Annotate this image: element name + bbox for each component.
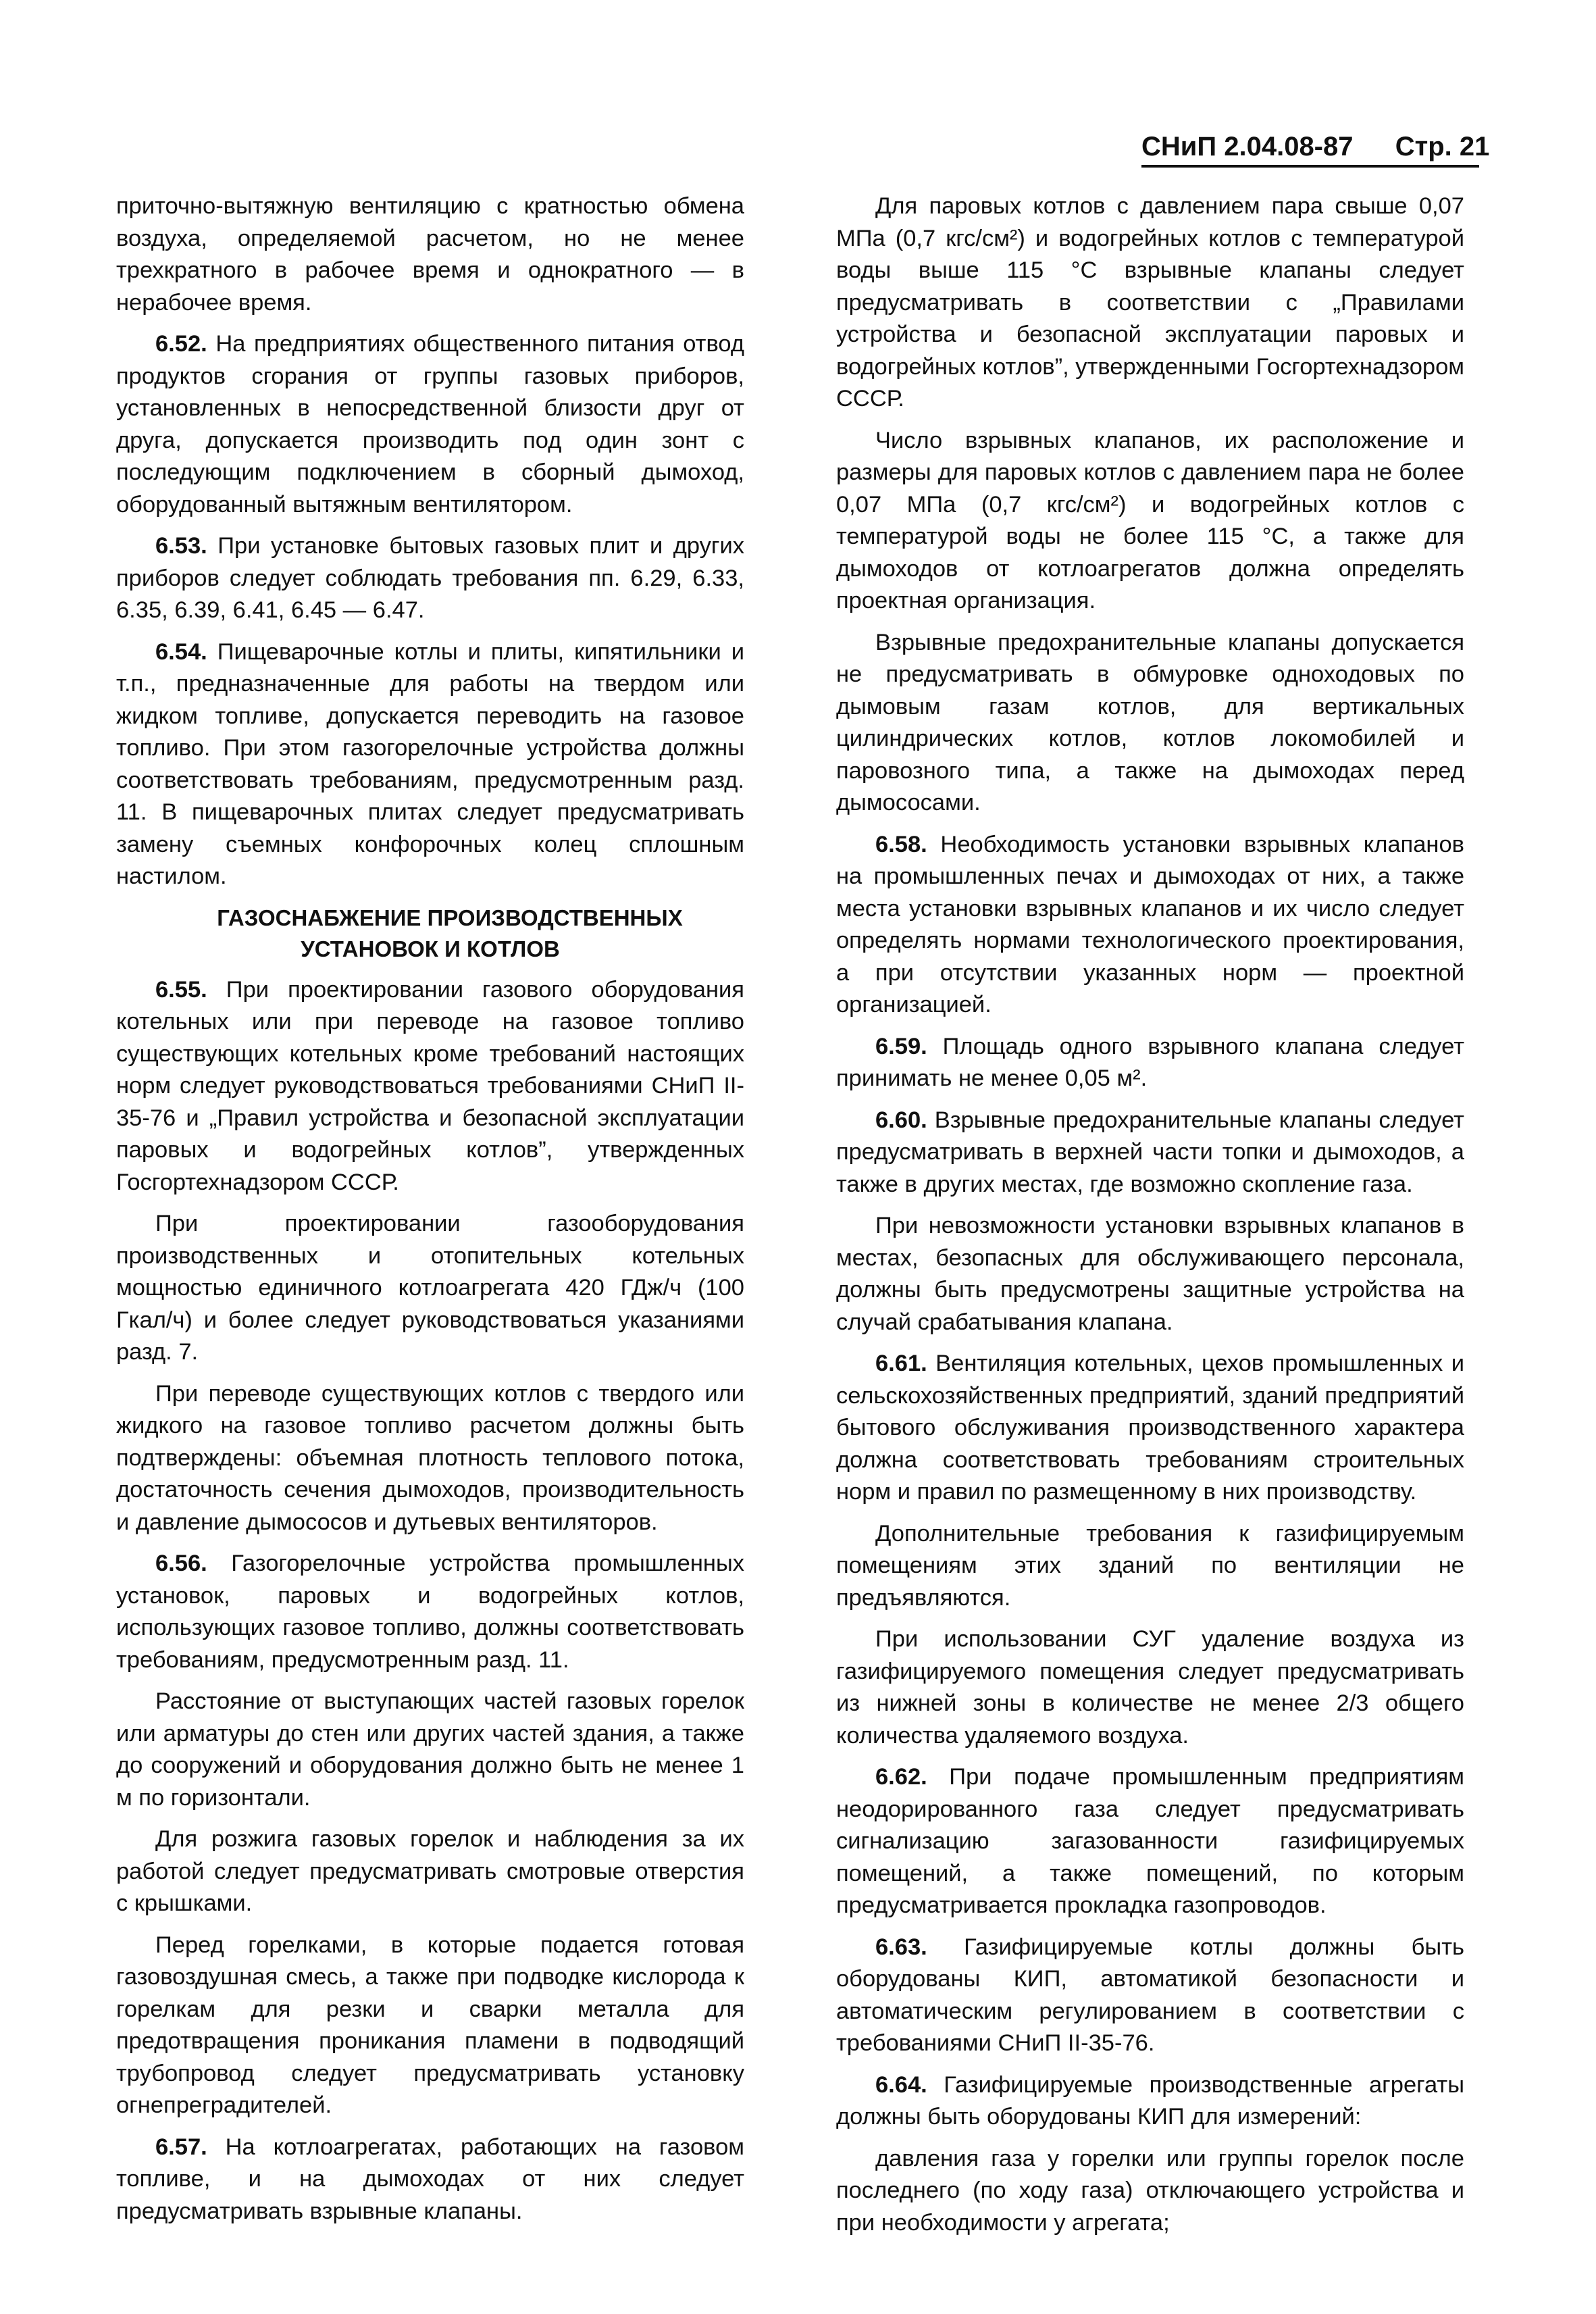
clause-text: На котлоагрегатах, работающих на газовом топливе, и на дымоходах от них следует предусматривать взрывные клапаны. [116, 2134, 744, 2224]
clause-text: При установке бытовых газовых плит и других приборов следует соблюдать требования пп. 6.29, 6.33, 6.35, 6.39, 6.41, 6.45 — 6.47. [116, 533, 744, 623]
paragraph: При невозможности установки взрывных клапанов в местах, безопасных для обслуживающего персонала, должны быть предусмотрены защитные устройства на случай срабатывания клапана. [836, 1213, 1464, 1335]
clause-number: 6.56. [155, 1551, 207, 1576]
clause-text: Газифицируемые производственные агрегаты должны быть оборудованы КИП для измерений: [836, 2071, 1464, 2130]
clause-6-56 [116, 1548, 744, 1676]
clause-text: При подаче промышленным предприятиям неодорированного газа следует предусматривать сигнализацию загазованности газифицируемых помещений, а также помещений, по которым предусматривается прокладка газопроводов. [836, 1764, 1464, 1918]
clause-6-58 [836, 829, 1464, 1022]
paragraph: давления газа у горелки или группы горелок после последнего (по ходу газа) отключающего устройства и при необходимости у агрегата; [836, 2145, 1464, 2236]
clause-6-52 [116, 328, 744, 521]
clause-text: Площадь одного взрывного клапана следует принимать не менее 0,05 м². [836, 1033, 1464, 1091]
paragraph: Дополнительные требования к газифицируемым помещениям этих зданий по вентиляции не предъявляются. [836, 1520, 1464, 1611]
paragraph: При проектировании газооборудования производственных и отопительных котельных мощностью единичного котлоагрегата 420 ГДж/ч (100 Гкал/ч) и более следует руководствоваться указаниями разд. 7. [116, 1211, 744, 1365]
clause-number: 6.64. [875, 2071, 927, 2098]
clause-number: 6.59. [875, 1033, 927, 1059]
paragraph-continuation: приточно-вытяжную вентиляцию с кратностью обмена воздуха, определяемой расчетом, но не менее трехкратного в рабочее время и однократного — в нерабочее время. [116, 193, 744, 316]
paragraph: Расстояние от выступающих частей газовых горелок или арматуры до стен или других частей здания, а также до сооружений и оборудования должно быть не менее 1 м по горизонтали. [116, 1688, 744, 1811]
clause-number: 6.60. [875, 1107, 927, 1133]
clause-6-53 [116, 530, 744, 627]
clause-number: 6.54. [155, 638, 207, 665]
paragraph: Для розжига газовых горелок и наблюдения за их работой следует предусматривать смотровые отверстия с крышками. [116, 1826, 744, 1916]
clause-6-64 [836, 2069, 1464, 2134]
clause-text: Пищеварочные котлы и плиты, кипятильники и т.п., предназначенные для работы на твердом или жидком топливе, допускается переводить на газовое топливо. При этом газогорелочные устройства должны соответствовать требованиям, предусмотренным разд. 11. В пищеварочных плитах следует предусматривать замену съемных конфорочных колец сплошным настилом. [116, 638, 744, 889]
clause-number: 6.62. [875, 1764, 927, 1790]
clause-number: 6.58. [875, 831, 927, 857]
clause-6-61 [836, 1348, 1464, 1509]
paragraph: При переводе существующих котлов с твердого или жидкого на газовое топливо расчетом должны быть подтверждены: объемная плотность теплового потока, достаточность сечения дымоходов, производительность и давление дымососов и дутьевых вентиляторов. [116, 1380, 744, 1535]
paragraph: Число взрывных клапанов, их расположение и размеры для паровых котлов с давлением пара не более 0,07 МПа (0,7 кгс/см²) и водогрейных котлов с температурой воды не более 115 °С, а также для дымоходов от котлоагрегатов должна определять проектная организация. [836, 427, 1464, 613]
clause-6-59 [836, 1031, 1464, 1095]
paragraph: Перед горелками, в которые подается готовая газовоздушная смесь, а также при подводке кислорода к горелкам для резки и сварки металла для предотвращения проникания пламени в подводящий трубопровод следует предусматривать установку огнепреградителей. [116, 1932, 744, 2118]
clause-6-55 [116, 974, 744, 1199]
paragraph: Для паровых котлов с давлением пара свыше 0,07 МПа (0,7 кгс/см²) и водогрейных котлов с температурой воды выше 115 °С взрывные клапаны следует предусматривать в соответствии с „Правилами устройства и безопасной эксплуатации паровых и водогрейных котлов”, утвержденными Госгортехнадзором СССР. [836, 193, 1464, 411]
clause-number: 6.57. [155, 2134, 207, 2160]
page-number: Стр. 21 [1395, 132, 1490, 161]
paragraph: Взрывные предохранительные клапаны допускается не предусматривать в обмуровке одноходовых по дымовым газам котлов, для вертикальных цилиндрических котлов, котлов локомобилей и паровозного типа, а также на дымоходах перед дымососами. [836, 629, 1464, 815]
clause-text: Необходимость установки взрывных клапанов на промышленных печах и дымоходах от них, а также места установки взрывных клапанов и их число следует определять нормами технологического проектирования, а при отсутствии указанных норм — проектной организацией. [836, 831, 1464, 1017]
clause-number: 6.61. [875, 1351, 927, 1376]
clause-text: Газифицируемые котлы должны быть оборудованы КИП, автоматикой безопасности и автоматическим регулированием в соответствии с требованиями СНиП II-35-76. [836, 1934, 1464, 2056]
clause-6-57 [116, 2132, 744, 2228]
paragraph: При использовании СУГ удаление воздуха из газифицируемого помещения следует предусматривать из нижней зоны в количестве не менее 2/3 общего количества удаляемого воздуха. [836, 1626, 1464, 1749]
clause-text: Газогорелочные устройства промышленных установок, паровых и водогрейных котлов, использующих газовое топливо, должны соответствовать требованиям, предусмотренным разд. 11. [116, 1551, 744, 1673]
document-code: СНиП 2.04.08-87 [1141, 132, 1354, 161]
left-column [116, 191, 744, 2237]
clause-6-54 [116, 636, 744, 893]
section-heading: ГАЗОСНАБЖЕНИЕ ПРОИЗВОДСТВЕННЫХ УСТАНОВОК И КОТЛОВ [217, 905, 683, 961]
clause-6-60 [836, 1105, 1464, 1201]
clause-text: На предприятиях общественного питания отвод продуктов сгорания от группы газовых приборов, установленных в непосредственной близости друг от друга, допускается производить под один зонт с последующим подключением в сборный дымоход, оборудованный вытяжным вентилятором. [116, 331, 744, 518]
clause-text: Вентиляция котельных, цехов промышленных и сельскохозяйственных предприятий, зданий предприятий бытового обслуживания производственного характера должна соответствовать требованиям строительных норм и правил по размещенному в них производству. [836, 1351, 1464, 1505]
clause-text: При проектировании газового оборудования котельных или при переводе на газовое топливо существующих котельных кроме требований настоящих норм следует руководствоваться требованиями СНиП II-35-76 и „Правил устройства и безопасной эксплуатации паровых и водогрейных котлов”, утвержденных Госгортехнадзором СССР. [116, 976, 744, 1195]
clause-6-62 [836, 1761, 1464, 1922]
clause-number: 6.52. [155, 331, 207, 357]
right-column [836, 191, 1464, 2248]
page-header [1141, 128, 1490, 168]
clause-text: Взрывные предохранительные клапаны следует предусматривать в верхней части топки и дымоходов, а также в других местах, где возможно скопление газа. [836, 1107, 1464, 1197]
clause-number: 6.63. [875, 1934, 927, 1960]
clause-number: 6.55. [155, 976, 207, 1003]
clause-number: 6.53. [155, 533, 207, 559]
clause-6-63 [836, 1932, 1464, 2060]
